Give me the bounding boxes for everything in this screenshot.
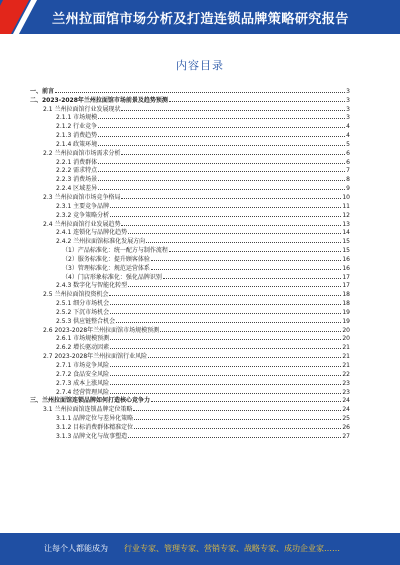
toc-entry-label: （2）服务标准化：提升顾客体验 <box>62 255 150 263</box>
toc-entry-page: 3 <box>346 105 350 113</box>
toc-entry[interactable] <box>30 192 350 201</box>
toc-entry[interactable] <box>30 183 350 192</box>
toc-entry-page: 16 <box>342 264 350 272</box>
toc-entry-label: 3.1.3 品牌文化与故事塑造 <box>56 432 128 440</box>
report-header <box>0 0 400 34</box>
toc-dot-leader <box>146 241 341 243</box>
toc-entry-label: 2.6 2023-2028年兰州拉面馆市场规模预测 <box>43 326 160 334</box>
toc-entry[interactable] <box>30 289 350 298</box>
toc-entry-label: 三、兰州拉面馆连锁品牌如何打造核心竞争力 <box>30 397 151 405</box>
toc-entry[interactable] <box>30 254 350 263</box>
toc-entry[interactable] <box>30 281 350 290</box>
toc-entry[interactable] <box>30 130 350 139</box>
toc-entry-label: 2.6.2 增长驱动因素 <box>56 344 110 352</box>
toc-entry-label: 2.5.2 下沉市场机会 <box>56 308 110 316</box>
toc-entry-page: 16 <box>342 255 350 263</box>
toc-entry[interactable] <box>30 263 350 272</box>
toc-entry-page: 23 <box>342 388 350 396</box>
toc-entry-page: 14 <box>342 229 350 237</box>
toc-entry[interactable] <box>30 404 350 413</box>
toc-entry-page: 18 <box>342 291 350 299</box>
toc-dot-leader <box>110 347 341 349</box>
toc-entry-label: 2.7 2023-2028年兰州拉面馆行业风险 <box>43 353 148 361</box>
table-of-contents <box>30 86 350 440</box>
toc-entry[interactable] <box>30 272 350 281</box>
toc-dot-leader <box>110 215 341 217</box>
toc-dot-leader <box>110 303 341 305</box>
toc-entry[interactable] <box>30 201 350 210</box>
toc-entry-page: 4 <box>346 123 350 131</box>
toc-entry-label: 2.7.2 食品安全风险 <box>56 370 110 378</box>
footer-lead: 让每个人都能成为 <box>44 544 108 553</box>
toc-entry[interactable] <box>30 86 350 95</box>
toc-entry-page: 17 <box>342 282 350 290</box>
toc-entry-page: 26 <box>342 423 350 431</box>
toc-dot-leader <box>169 100 345 102</box>
report-footer <box>0 533 400 565</box>
toc-dot-leader <box>160 330 341 332</box>
toc-title: 内容目录 <box>176 59 224 72</box>
toc-entry[interactable] <box>30 298 350 307</box>
toc-entry-page: 19 <box>342 317 350 325</box>
toc-dot-leader <box>163 277 342 279</box>
toc-entry-page: 27 <box>342 432 350 440</box>
toc-entry[interactable] <box>30 422 350 431</box>
toc-entry-page: 15 <box>342 247 350 255</box>
toc-entry-page: 24 <box>342 406 350 414</box>
toc-dot-leader <box>110 374 341 376</box>
toc-entry-page: 18 <box>342 300 350 308</box>
toc-entry-label: 一、前言 <box>30 87 55 95</box>
toc-dot-leader <box>134 427 341 429</box>
toc-dot-leader <box>128 232 341 234</box>
toc-dot-leader <box>151 259 342 261</box>
toc-entry-page: 20 <box>342 326 350 334</box>
toc-entry[interactable] <box>30 148 350 157</box>
toc-dot-leader <box>110 338 341 340</box>
toc-entry[interactable] <box>30 245 350 254</box>
toc-dot-leader <box>98 117 345 119</box>
toc-entry-page: 10 <box>342 193 350 201</box>
toc-dot-leader <box>98 179 345 181</box>
toc-dot-leader <box>134 418 341 420</box>
toc-entry-page: 5 <box>346 140 350 148</box>
toc-entry-page: 21 <box>342 362 350 369</box>
toc-entry-label: 2.4.1 连锁化与品牌化趋势 <box>56 229 128 237</box>
report-title: 兰州拉面馆市场分析及打造连锁品牌策略研究报告 <box>52 12 349 27</box>
toc-entry-label: （4）门店形象标准化：强化品牌识别 <box>62 273 162 281</box>
toc-entry-page: 21 <box>342 353 350 361</box>
toc-entry[interactable] <box>30 210 350 219</box>
toc-entry-page: 20 <box>342 335 350 343</box>
toc-entry-label: 2.2 兰州拉面馆市场需求分析 <box>43 149 121 157</box>
toc-dot-leader <box>98 144 345 146</box>
toc-entry-page: 13 <box>342 220 350 228</box>
toc-entry[interactable] <box>30 334 350 343</box>
toc-entry-label: 2.1.1 市场规模 <box>56 114 98 122</box>
toc-entry-label: 2.7.3 成本上涨风险 <box>56 379 110 387</box>
toc-dot-leader <box>110 392 341 394</box>
toc-entry-page: 24 <box>342 397 350 405</box>
toc-entry-label: 2.3.2 竞争策略分析 <box>56 211 110 219</box>
toc-entry-label: 2.5.3 供应链整合机会 <box>56 317 116 325</box>
toc-entry-label: 2.4.2 兰州拉面馆标准化发展方向 <box>56 238 146 246</box>
toc-entry[interactable] <box>30 369 350 378</box>
toc-entry-page: 8 <box>346 176 350 184</box>
toc-entry-label: 2.6.1 市场规模预测 <box>56 335 110 343</box>
toc-entry-label: 2.4 兰州拉面馆行业发展趋势 <box>43 220 121 228</box>
toc-dot-leader <box>128 285 341 287</box>
toc-entry-label: （3）管理标准化：规范运营体系 <box>62 264 150 272</box>
toc-entry-page: 9 <box>346 185 350 193</box>
toc-entry-page: 3 <box>346 114 350 122</box>
toc-entry-page: 6 <box>346 158 350 166</box>
toc-dot-leader <box>109 294 341 296</box>
toc-entry-label: 2.3.1 主要竞争品牌 <box>56 202 110 210</box>
toc-dot-leader <box>151 400 341 402</box>
toc-dot-leader <box>133 409 341 411</box>
toc-dot-leader <box>121 153 345 155</box>
toc-dot-leader <box>110 312 341 314</box>
toc-entry-page: 3 <box>346 87 350 95</box>
toc-entry[interactable] <box>30 166 350 175</box>
toc-entry-label: 2.2.3 消费场景 <box>56 176 98 184</box>
toc-entry-page: 4 <box>346 132 350 140</box>
toc-entry[interactable] <box>30 219 350 228</box>
toc-entry-label: 3.1.1 品牌定位与差异化策略 <box>56 415 134 423</box>
toc-entry[interactable] <box>30 121 350 130</box>
toc-entry[interactable] <box>30 307 350 316</box>
toc-entry-page: 3 <box>346 96 350 104</box>
toc-entry-page: 12 <box>342 211 350 219</box>
toc-entry-label: 3.1 兰州拉面馆连锁品牌定位策略 <box>43 406 133 414</box>
toc-entry-page: 17 <box>342 273 350 281</box>
toc-entry[interactable] <box>30 387 350 396</box>
footer-roles: 行业专家、管理专家、营销专家、战略专家、成功企业家…… <box>124 544 340 553</box>
toc-dot-leader <box>55 91 345 93</box>
toc-dot-leader <box>169 250 342 252</box>
toc-entry-page: 23 <box>342 379 350 387</box>
toc-entry-page: 7 <box>346 167 350 175</box>
toc-entry-label: 2.1 兰州拉面馆行业发展现状 <box>43 105 121 113</box>
toc-dot-leader <box>98 126 345 128</box>
toc-dot-leader <box>98 188 345 190</box>
toc-entry-label: 2.3 兰州拉面馆市场竞争格局 <box>43 193 121 201</box>
toc-entry-label: 2.5.1 细分市场机会 <box>56 300 110 308</box>
toc-dot-leader <box>121 197 341 199</box>
toc-entry[interactable] <box>30 351 350 360</box>
toc-dot-leader <box>121 109 345 111</box>
toc-entry[interactable] <box>30 174 350 183</box>
toc-entry[interactable] <box>30 95 350 104</box>
toc-entry-page: 11 <box>342 202 350 210</box>
toc-dot-leader <box>116 321 341 323</box>
toc-entry[interactable] <box>30 396 350 405</box>
toc-dot-leader <box>151 268 342 270</box>
toc-entry-page: 6 <box>346 149 350 157</box>
toc-entry-label: 2.1.2 行业竞争 <box>56 123 98 131</box>
toc-entry-page: 25 <box>342 415 350 423</box>
toc-entry-label: 2.7.1 市场竞争风险 <box>56 362 110 369</box>
toc-entry-label: 3.1.2 目标消费群体精准定位 <box>56 423 134 431</box>
toc-dot-leader <box>110 206 341 208</box>
toc-entry[interactable] <box>30 431 350 440</box>
toc-entry-label: 2.4.3 数字化与智能化转型 <box>56 282 128 290</box>
toc-entry[interactable] <box>30 325 350 334</box>
toc-entry-label: 2.5 兰州拉面馆投资机会 <box>43 291 109 299</box>
toc-entry-label: 2.2.1 消费群体 <box>56 158 98 166</box>
toc-dot-leader <box>98 170 345 172</box>
toc-dot-leader <box>128 436 341 438</box>
toc-entry[interactable] <box>30 360 350 369</box>
toc-entry[interactable] <box>30 413 350 422</box>
toc-dot-leader <box>121 224 341 226</box>
toc-entry-label: 2.7.4 经营管理风险 <box>56 388 110 396</box>
toc-entry[interactable] <box>30 104 350 113</box>
toc-entry-label: 2.1.4 政策环境 <box>56 140 98 148</box>
toc-entry-page: 21 <box>342 344 350 352</box>
toc-entry-label: 2.2.2 需求特点 <box>56 167 98 175</box>
toc-entry[interactable] <box>30 342 350 351</box>
toc-dot-leader <box>148 356 341 358</box>
toc-entry[interactable] <box>30 139 350 148</box>
toc-entry-page: 22 <box>342 370 350 378</box>
toc-dot-leader <box>110 365 341 367</box>
toc-entry-label: 2.1.3 消费趋势 <box>56 132 98 140</box>
toc-entry-label: （1）产品标准化：统一配方与制作流程 <box>62 247 168 255</box>
toc-entry[interactable] <box>30 236 350 245</box>
footer-slogan <box>44 543 340 554</box>
toc-dot-leader <box>98 135 345 137</box>
toc-dot-leader <box>98 162 345 164</box>
toc-entry-page: 19 <box>342 308 350 316</box>
toc-entry[interactable] <box>30 378 350 387</box>
toc-entry[interactable] <box>30 157 350 166</box>
toc-entry-label: 二、2023-2028年兰州拉面馆市场前景及趋势预测 <box>30 96 168 104</box>
toc-entry-label: 2.2.4 区域差异 <box>56 185 98 193</box>
toc-entry-page: 15 <box>342 238 350 246</box>
toc-entry[interactable] <box>30 113 350 122</box>
toc-dot-leader <box>110 383 341 385</box>
toc-entry[interactable] <box>30 316 350 325</box>
toc-entry[interactable] <box>30 228 350 237</box>
